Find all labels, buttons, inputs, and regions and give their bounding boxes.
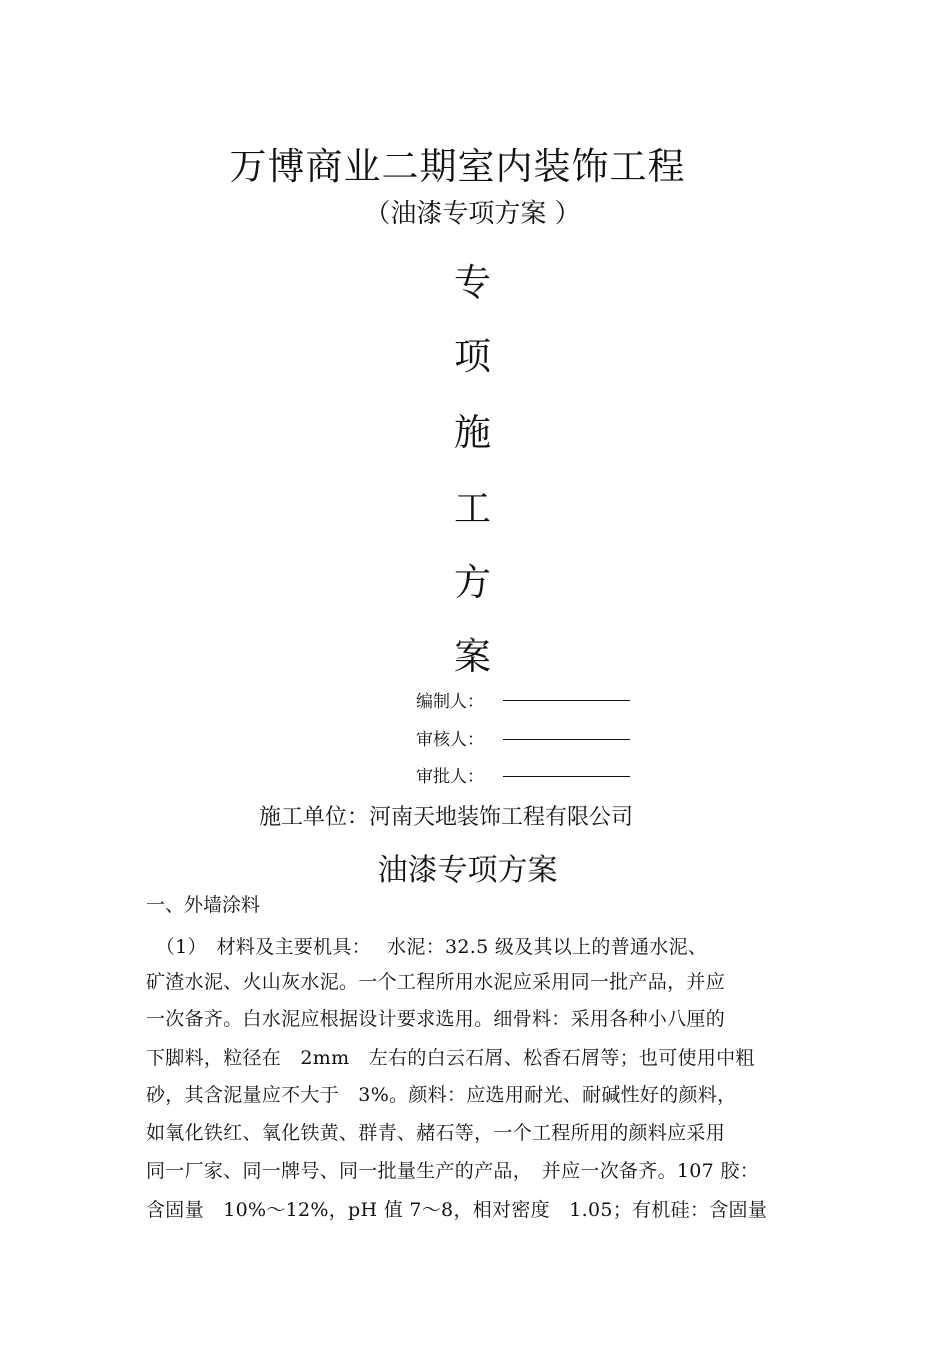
signature-label-reviewer: 审核人：: [416, 730, 484, 750]
signature-line-compiler: [503, 700, 630, 701]
paragraph-line: 矿渣水泥、火山灰水泥。一个工程所用水泥应采用同一批产品，并应: [146, 971, 726, 993]
vertical-title-char: 工: [454, 487, 491, 530]
paragraph-line: 砂，其含泥量应不大于 3%。颜料：应选用耐光、耐碱性好的颜料，: [146, 1084, 737, 1106]
vertical-title-char: 项: [454, 335, 491, 378]
vertical-title-char: 案: [454, 635, 491, 678]
section-title: 油漆专项方案: [377, 853, 558, 888]
vertical-title-char: 专: [454, 261, 491, 304]
paragraph-line: 同一厂家、同一牌号、同一批量生产的产品， 并应一次备齐。107 胶：: [146, 1160, 760, 1182]
vertical-title-char: 施: [454, 411, 491, 454]
construction-company: 施工单位：河南天地装饰工程有限公司: [259, 805, 634, 830]
heading-exterior-coating: 一、外墙涂料: [146, 894, 261, 916]
paragraph-line: （1） 材料及主要机具： 水泥：32.5 级及其以上的普通水泥、: [146, 936, 708, 958]
paragraph-line: 含固量 10%～12%，pH 值 7～8，相对密度 1.05；有机硅：含固量: [146, 1199, 768, 1221]
paragraph-line: 一次备齐。白水泥应根据设计要求选用。细骨料：采用各种小八厘的: [146, 1008, 726, 1030]
signature-line-reviewer: [503, 739, 630, 740]
signature-label-compiler: 编制人：: [416, 692, 484, 712]
vertical-title-char: 方: [454, 561, 491, 604]
document-title: 万博商业二期室内装饰工程: [229, 145, 686, 188]
paragraph-line: 下脚料，粒径在 2mm 左右的白云石屑、松香石屑等；也可使用中粗: [146, 1047, 755, 1069]
signature-label-approver: 审批人：: [416, 767, 484, 787]
document-subtitle: （油漆专项方案 ）: [364, 199, 581, 229]
paragraph-line: 如氧化铁红、氧化铁黄、群青、赭石等，一个工程所用的颜料应采用: [146, 1122, 726, 1144]
signature-line-approver: [503, 776, 630, 777]
